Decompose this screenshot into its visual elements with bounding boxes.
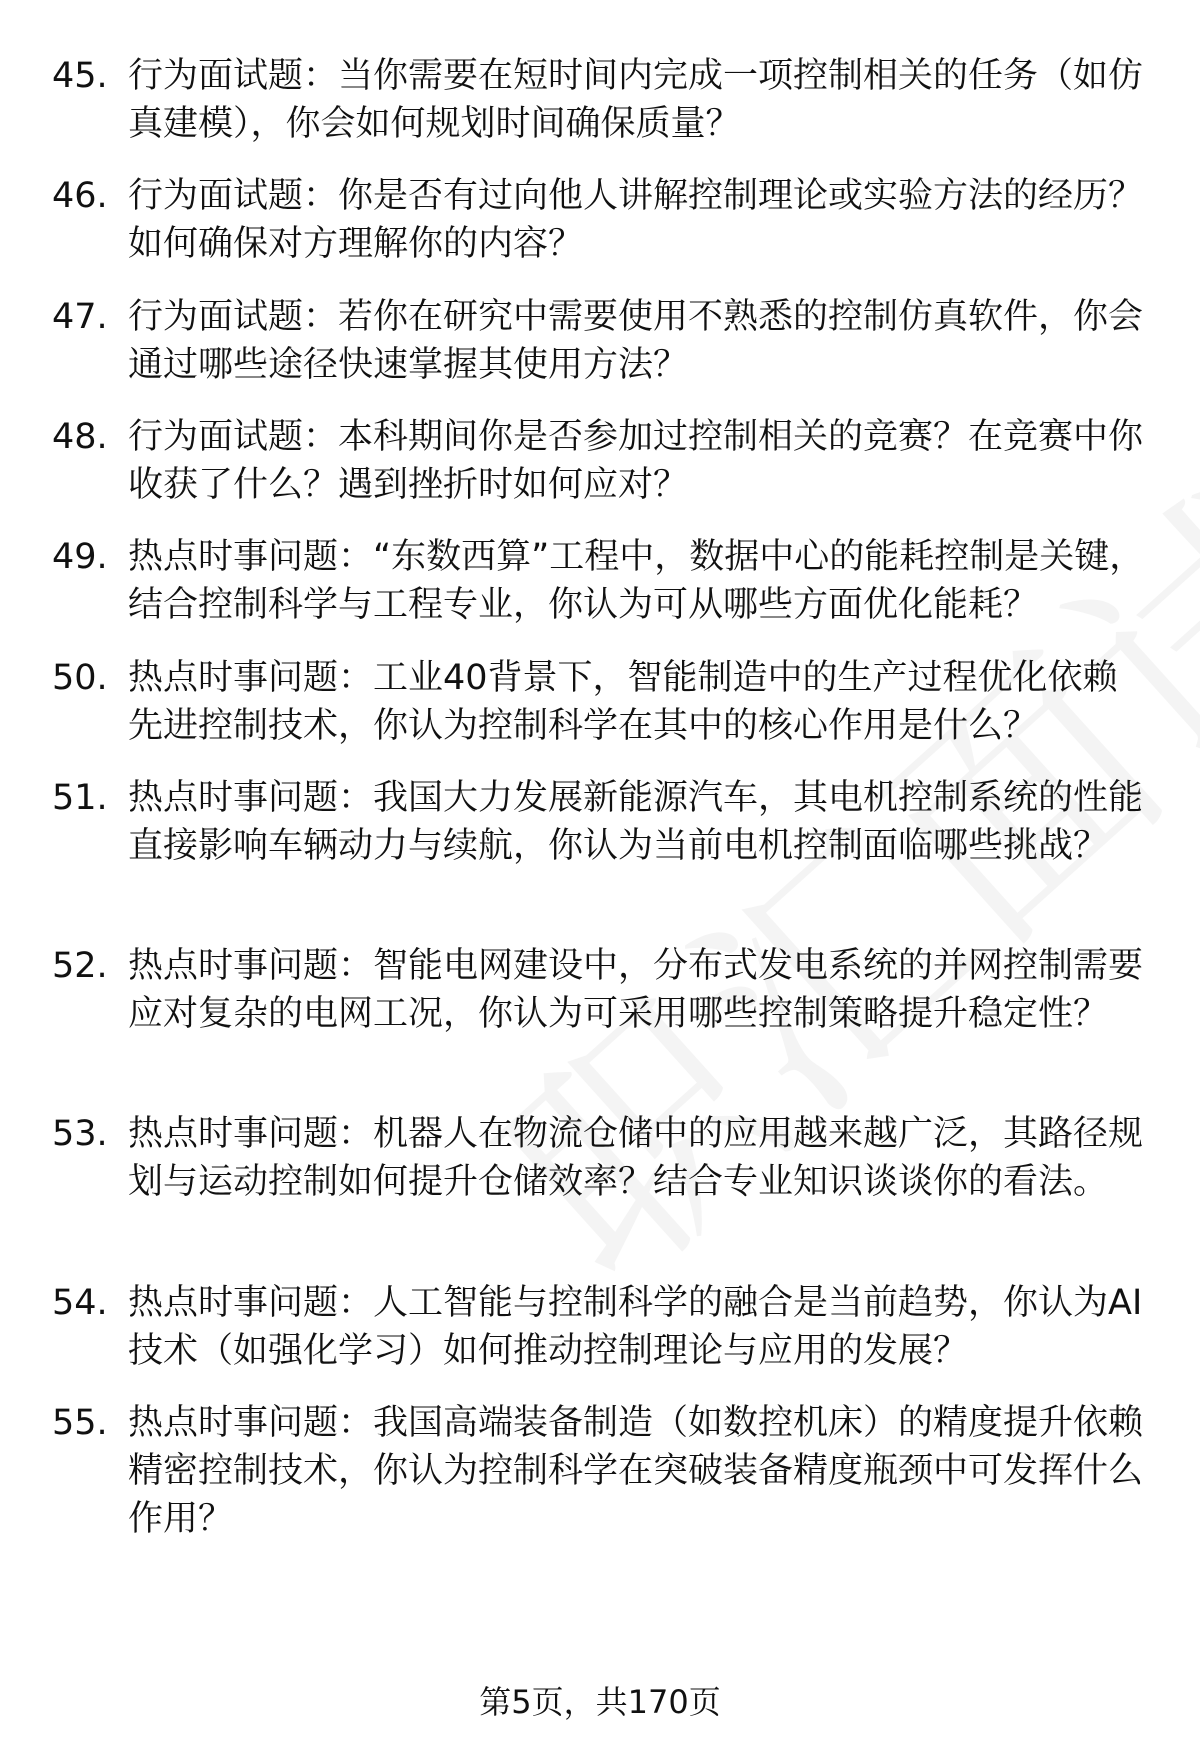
question-text: 热点时事问题：智能电网建设中，分布式发电系统的并网控制需要应对复杂的电网工况，你认为可采用哪些控制策略提升稳定性？ bbox=[128, 946, 1144, 1034]
question-number: 51. bbox=[52, 778, 108, 818]
question-text: 行为面试题：当你需要在短时间内完成一项控制相关的任务（如仿真建模），你会如何规划时间确保质量？ bbox=[128, 56, 1144, 144]
page-footer bbox=[0, 1680, 1200, 1724]
question-number: 53. bbox=[52, 1114, 108, 1154]
question-number: 49. bbox=[52, 537, 108, 577]
question-item bbox=[52, 1279, 1152, 1375]
question-item bbox=[52, 172, 1152, 268]
question-item bbox=[52, 1399, 1152, 1543]
question-number: 47. bbox=[52, 297, 108, 337]
question-text: 行为面试题：你是否有过向他人讲解控制理论或实验方法的经历？如何确保对方理解你的内容？ bbox=[128, 176, 1144, 264]
question-number: 50. bbox=[52, 658, 108, 698]
question-text: 热点时事问题：机器人在物流仓储中的应用越来越广泛，其路径规划与运动控制如何提升仓储效率？结合专业知识谈谈你的看法。 bbox=[128, 1114, 1144, 1202]
question-item bbox=[52, 293, 1152, 389]
question-text: 热点时事问题：工业40背景下，智能制造中的生产过程优化依赖先进控制技术，你认为控制科学在其中的核心作用是什么？ bbox=[128, 658, 1118, 746]
question-text: 行为面试题：若你在研究中需要使用不熟悉的控制仿真软件，你会通过哪些途径快速掌握其使用方法？ bbox=[128, 297, 1144, 385]
question-text: 行为面试题：本科期间你是否参加过控制相关的竞赛？在竞赛中你收获了什么？遇到挫折时如何应对？ bbox=[128, 417, 1144, 505]
question-item bbox=[52, 533, 1152, 629]
question-text: 热点时事问题：人工智能与控制科学的融合是当前趋势，你认为AI技术（如强化学习）如何推动控制理论与应用的发展？ bbox=[128, 1283, 1143, 1371]
question-number: 55. bbox=[52, 1403, 108, 1443]
question-number: 48. bbox=[52, 417, 108, 457]
question-item bbox=[52, 52, 1152, 148]
question-item bbox=[52, 654, 1152, 750]
question-text: 热点时事问题：“东数西算”工程中，数据中心的能耗控制是关键，结合控制科学与工程专业，你认为可从哪些方面优化能耗？ bbox=[128, 537, 1145, 625]
question-item bbox=[52, 774, 1152, 870]
question-number: 46. bbox=[52, 176, 108, 216]
question-number: 45. bbox=[52, 56, 108, 96]
question-item bbox=[52, 1110, 1152, 1206]
question-item bbox=[52, 413, 1152, 509]
page-number-label: 第5页，共170页 bbox=[479, 1683, 721, 1721]
question-number: 54. bbox=[52, 1283, 108, 1323]
question-text: 热点时事问题：我国大力发展新能源汽车，其电机控制系统的性能直接影响车辆动力与续航，你认为当前电机控制面临哪些挑战？ bbox=[128, 778, 1144, 866]
question-text: 热点时事问题：我国高端装备制造（如数控机床）的精度提升依赖精密控制技术，你认为控制科学在突破装备精度瓶颈中可发挥什么作用？ bbox=[128, 1403, 1144, 1539]
question-item bbox=[52, 942, 1152, 1038]
question-number: 52. bbox=[52, 946, 108, 986]
